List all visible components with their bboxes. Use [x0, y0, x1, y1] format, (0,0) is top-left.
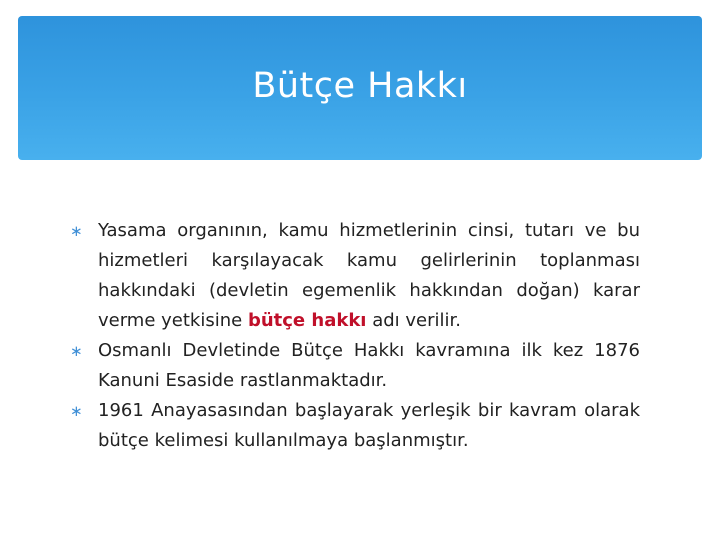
bullet-marker-icon: ∗: [70, 402, 83, 420]
slide-title: Bütçe Hakkı: [252, 66, 468, 106]
bullet-item: [70, 396, 640, 456]
bullet-list: [70, 216, 640, 456]
bullet-text-end: adı verilir.: [366, 310, 461, 331]
bullet-text: 1961 Anayasasından başlayarak yerleşik bir kavram olarak bütçe kelimesi kullanılmaya başlanmıştır.: [98, 400, 640, 451]
bullet-item: [70, 216, 640, 336]
bullet-marker-icon: ∗: [70, 222, 83, 240]
bullet-text: Yasama organının, kamu hizmetlerinin cinsi, tutarı ve bu hizmetleri karşılayacak kamu gelirlerinin toplanması hakkındaki (devletin egemenlik hakkından doğan) karar verme yetkisine: [98, 220, 640, 331]
bullet-text: Osmanlı Devletinde Bütçe Hakkı kavramına ilk kez 1876 Kanuni Esaside rastlanmaktadır.: [98, 340, 640, 391]
bullet-item: [70, 336, 640, 396]
highlighted-term: bütçe hakkı: [247, 310, 367, 331]
bullet-marker-icon: ∗: [70, 342, 83, 360]
title-banner: [18, 16, 702, 160]
